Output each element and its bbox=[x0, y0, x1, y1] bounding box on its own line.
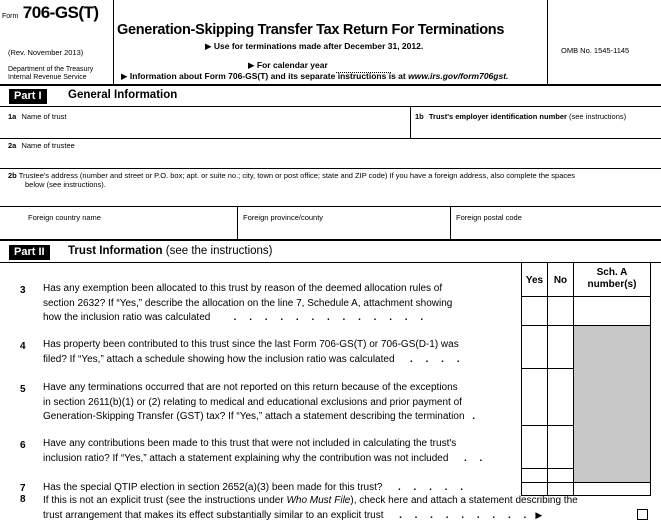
part2-title: Trust Information bbox=[68, 245, 163, 257]
q8-leader-dots: . . . . . . . . . bbox=[383, 510, 532, 521]
q6-text bbox=[43, 437, 518, 466]
q6-line-2-row bbox=[43, 452, 518, 467]
line-2b-text-1 bbox=[8, 171, 658, 180]
foreign-country-label: Foreign country name bbox=[28, 213, 101, 222]
line-2b-label-1: Trustee's address (number and street or P.O. box; apt. or suite no.; city, town or post office; state and ZIP code) If you have a foreign address, also complete the spaces bbox=[18, 171, 576, 180]
q7-leader-dots: . . . . . bbox=[382, 482, 468, 493]
foreign-province-label: Foreign province/county bbox=[243, 213, 324, 222]
q3-yes-cell[interactable] bbox=[522, 297, 547, 325]
line-1b-label-row bbox=[415, 112, 626, 121]
q5-line-1: Have any terminations occurred that are not reported on this return because of the exceptions bbox=[43, 382, 458, 393]
q3-schedule-input[interactable] bbox=[574, 297, 650, 325]
part2-badge: Part II bbox=[9, 245, 50, 260]
q3-number: 3 bbox=[20, 285, 26, 296]
line-1b-note: (see instructions) bbox=[569, 112, 627, 121]
dept-line-2: Internal Revenue Service bbox=[8, 74, 87, 81]
instructions-info-text: ▶ Information about Form 706-GS(T) and its separate instructions is at bbox=[121, 71, 409, 81]
q8-checkbox[interactable] bbox=[637, 509, 648, 520]
q8-line-2-row bbox=[43, 508, 643, 523]
col-sch-header-2: number(s) bbox=[587, 279, 637, 290]
line-1b-num: 1b bbox=[415, 112, 424, 121]
q6-no-cell[interactable] bbox=[548, 426, 573, 468]
q4-number: 4 bbox=[20, 341, 26, 352]
q4-yes-cell[interactable] bbox=[522, 326, 547, 368]
sch-column-shading bbox=[574, 326, 650, 482]
q3-line-2: section 2632? If “Yes,” describe the allocation on the line 7, Schedule A, attachment showing bbox=[43, 297, 453, 309]
part1-badge: Part I bbox=[9, 89, 47, 104]
department-label bbox=[8, 66, 93, 82]
col-no-header: No bbox=[553, 275, 568, 286]
q7-number: 7 bbox=[20, 483, 26, 494]
q8-text bbox=[43, 494, 643, 523]
line-1b-label: Trust's employer identification number bbox=[428, 112, 567, 121]
q7-no-cell[interactable] bbox=[548, 469, 573, 482]
dept-line-1: Department of the Treasury bbox=[8, 66, 94, 73]
foreign-divider-1 bbox=[237, 206, 238, 239]
q8-line-1-row bbox=[43, 494, 643, 508]
q5-line-2: in section 2611(b)(1) or (2) relating to medical and educational exclusions and prior payment of bbox=[43, 396, 462, 408]
part2-title-row bbox=[68, 245, 273, 257]
part1-top-rule bbox=[0, 84, 661, 86]
form-number-block bbox=[2, 3, 99, 23]
q5-line-3-row bbox=[43, 410, 518, 425]
col-yes-header: Yes bbox=[525, 275, 544, 286]
q3-no-cell[interactable] bbox=[548, 297, 573, 325]
q5-line-3: Generation-Skipping Transfer (GST) tax? If “Yes,” attach a statement describing the termination bbox=[43, 411, 465, 422]
q7-line-1: Has the special QTIP election in section 2652(a)(3) been made for this trust? bbox=[43, 482, 383, 493]
line-2b-label bbox=[8, 171, 658, 189]
part2-title-note: (see the instructions) bbox=[165, 245, 273, 257]
part2-top-rule bbox=[0, 239, 661, 241]
line-2a-bottom-rule bbox=[0, 168, 661, 169]
col-sch-header bbox=[574, 267, 650, 291]
q4-line-1: Has property been contributed to this trust since the last Form 706-GS(T) or 706-GS(D-1) was bbox=[43, 339, 459, 350]
form-number: 706-GS(T) bbox=[22, 3, 99, 22]
instructions-link[interactable]: www.irs.gov/form706gst. bbox=[408, 71, 509, 81]
header-divider-left bbox=[113, 0, 114, 84]
revision-date: (Rev. November 2013) bbox=[8, 48, 84, 57]
line-1a-label-row bbox=[8, 112, 66, 121]
q5-leader-dots: . bbox=[464, 411, 481, 422]
q8-line-2: trust arrangement that makes its effect substantially similar to an explicit trust bbox=[43, 510, 384, 521]
instructions-info-line bbox=[121, 71, 508, 82]
q6-yes-cell[interactable] bbox=[522, 426, 547, 468]
q3-line-1: Has any exemption been allocated to this trust by reason of the deemed allocation rules of bbox=[43, 283, 443, 294]
part2-header-rule bbox=[0, 262, 661, 263]
line-2a-num: 2a bbox=[8, 141, 17, 150]
trustee-name-input[interactable] bbox=[8, 152, 653, 166]
q6-number: 6 bbox=[20, 440, 26, 451]
q8-line-1b: Who Must File bbox=[286, 495, 351, 506]
line-2a-label-row bbox=[8, 141, 75, 150]
line-2a-label: Name of trustee bbox=[21, 141, 75, 150]
foreign-province-input[interactable] bbox=[243, 224, 446, 237]
q8-arrow: ▶ bbox=[535, 510, 543, 520]
form-title: Generation-Skipping Transfer Tax Return For Terminations bbox=[117, 22, 505, 38]
subtitle-terminations: ▶ Use for terminations made after December 31, 2012. bbox=[205, 41, 424, 51]
form-prefix: Form bbox=[2, 13, 19, 20]
q5-no-cell[interactable] bbox=[548, 369, 573, 425]
foreign-divider-2 bbox=[450, 206, 451, 239]
q5-text bbox=[43, 381, 518, 425]
trustee-address-input[interactable] bbox=[8, 192, 653, 204]
part1-header-rule bbox=[0, 106, 661, 107]
line-1a-label: Name of trust bbox=[21, 112, 67, 121]
q6-leader-dots: . . bbox=[448, 452, 488, 464]
trust-name-input[interactable] bbox=[8, 122, 406, 136]
q5-yes-cell[interactable] bbox=[522, 369, 547, 425]
q8-number: 8 bbox=[20, 494, 26, 505]
q3-line-3: how the inclusion ratio was calculated bbox=[43, 312, 211, 323]
col-sch-header-1: Sch. A bbox=[596, 267, 628, 278]
trust-ein-input[interactable] bbox=[415, 122, 655, 136]
line-2b-bottom-rule bbox=[0, 206, 661, 207]
line-1-bottom-rule bbox=[0, 138, 661, 139]
q8-line-1c: ), check here and attach a statement describing the bbox=[350, 495, 578, 506]
q4-line-2: filed? If “Yes,” attach a schedule showing how the inclusion ratio was calculated bbox=[43, 353, 395, 365]
q3-line-3-row bbox=[43, 311, 518, 326]
line-2b-num: 2b bbox=[8, 171, 17, 180]
q4-line-2-row bbox=[43, 353, 518, 368]
line-2b-label-2: below (see instructions). bbox=[25, 180, 106, 189]
q6-line-1: Have any contributions been made to this trust that were not included in calculating the trust's bbox=[43, 438, 457, 449]
calendar-year-label: ▶ For calendar year bbox=[248, 60, 328, 70]
q3-leader-dots: . . . . . . . . . . . . . bbox=[210, 312, 429, 323]
q6-line-2: inclusion ratio? If “Yes,” attach a statement explaining why the contribution was not included bbox=[43, 452, 449, 464]
q3-text bbox=[43, 282, 518, 326]
grid-rule-q7 bbox=[521, 482, 651, 483]
part1-title: General Information bbox=[68, 89, 178, 101]
header-divider-right bbox=[547, 0, 548, 84]
q4-leader-dots: . . . . bbox=[394, 353, 465, 365]
line-1a-num: 1a bbox=[8, 112, 17, 121]
q4-no-cell[interactable] bbox=[548, 326, 573, 368]
q7-yes-cell[interactable] bbox=[522, 469, 547, 482]
omb-number: OMB No. 1545-1145 bbox=[561, 46, 630, 55]
foreign-postal-label: Foreign postal code bbox=[456, 213, 522, 222]
q4-text bbox=[43, 338, 518, 367]
foreign-country-input[interactable] bbox=[28, 224, 233, 237]
line-1-divider bbox=[410, 106, 411, 138]
foreign-postal-input[interactable] bbox=[456, 224, 654, 237]
q8-line-1a: If this is not an explicit trust (see the instructions under bbox=[43, 495, 287, 506]
q5-number: 5 bbox=[20, 384, 26, 395]
